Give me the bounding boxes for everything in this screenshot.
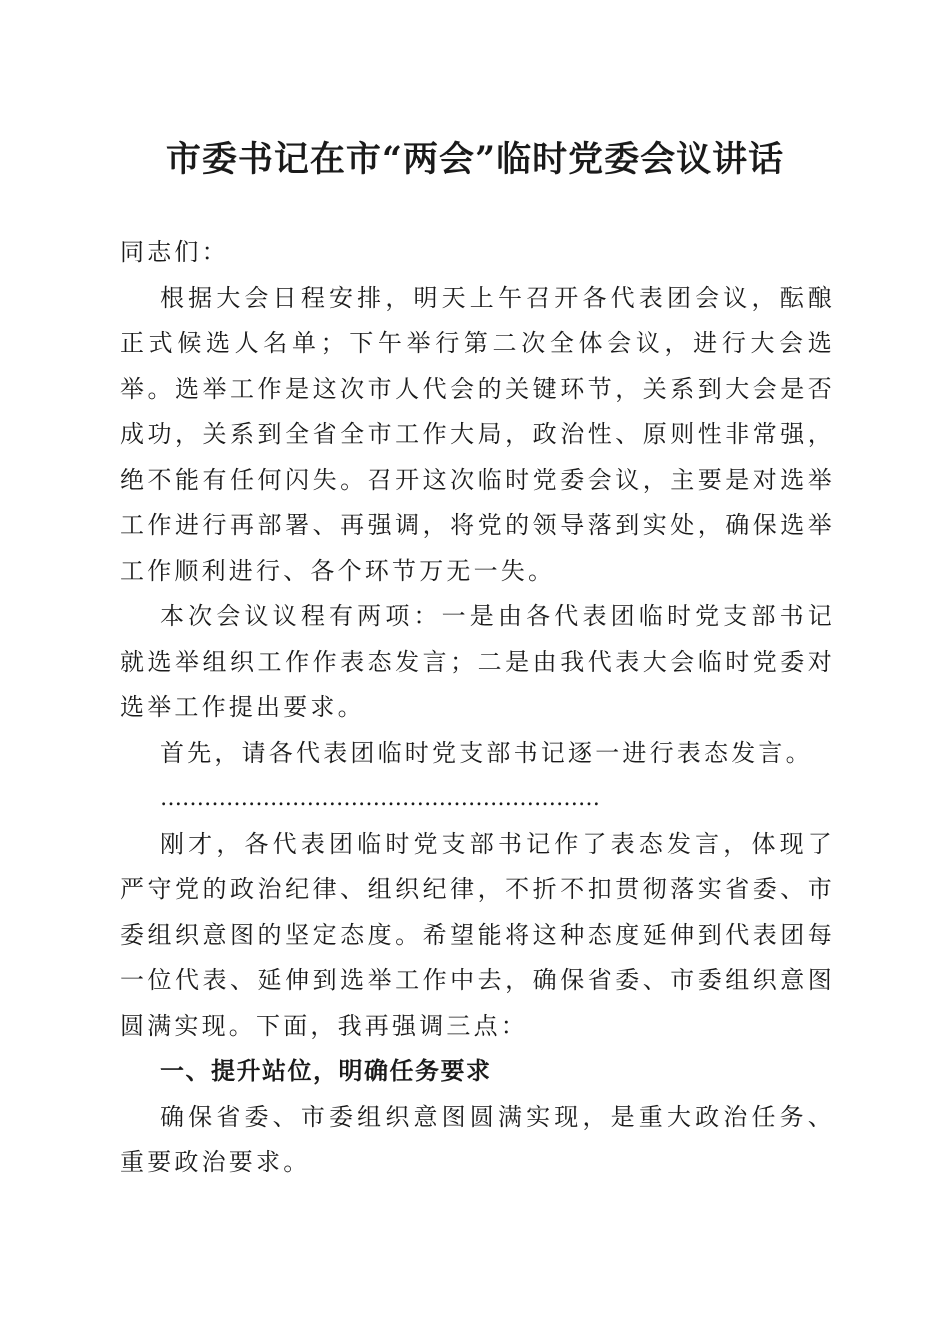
salutation: 同志们： [120, 238, 229, 266]
section-heading: 一、提升站位，明确任务要求 [160, 1057, 492, 1085]
paragraph-remarks: 刚才，各代表团临时党支部书记作了表态发言，体现了严守党的政治纪律、组织纪律，不折不扣贯彻落实省委、市委组织意图的坚定态度。希望能将这种态度延伸到代表团每一位代表、延伸到选举工作中去，确保省委、市委组织意图圆满实现。下面，我再强调三点： [120, 829, 835, 1040]
document-title: 市委书记在市“两会”临时党委会议讲话 [165, 139, 785, 180]
document-body [120, 230, 835, 1186]
paragraph-intro: 根据大会日程安排，明天上午召开各代表团会议，酝酿正式候选人名单；下午举行第二次全体会议，进行大会选举。选举工作是这次市人代会的关键环节，关系到大会是否成功，关系到全省全市工作大局，政治性、原则性非常强，绝不能有任何闪失。召开这次临时党委会议，主要是对选举工作进行再部署、再强调，将党的领导落到实处，确保选举工作顺利进行、各个环节万无一失。 [120, 283, 835, 585]
ellipsis-separator: …………………………………………………… [160, 786, 600, 811]
paragraph-agenda: 本次会议议程有两项：一是由各代表团临时党支部书记就选举组织工作作表态发言；二是由我代表大会临时党委对选举工作提出要求。 [120, 602, 835, 721]
paragraph-section-body: 确保省委、市委组织意图圆满实现，是重大政治任务、重要政治要求。 [120, 1102, 835, 1176]
paragraph-first-step: 首先，请各代表团临时党支部书记逐一进行表态发言。 [160, 738, 813, 767]
